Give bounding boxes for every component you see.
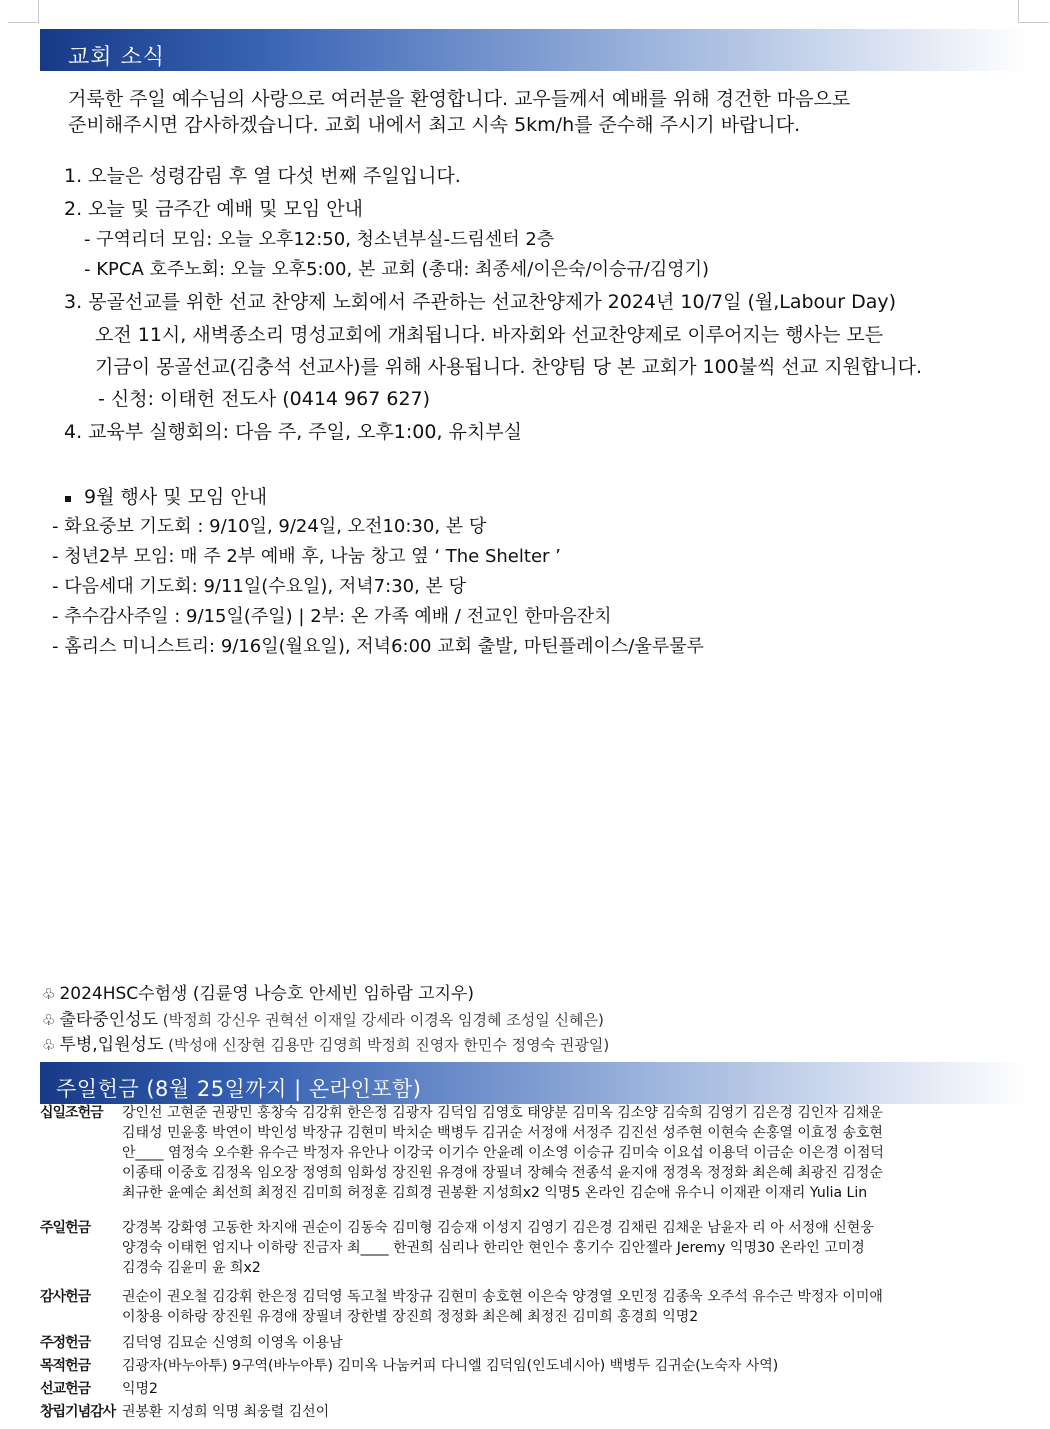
- church-news-title: 교회 소식: [68, 45, 166, 70]
- page-corner-mark-left: [8, 0, 39, 23]
- offering-names: [122, 1379, 1030, 1399]
- offering-names-line: 안____ 염정숙 오수환 유수근 박정자 유안나 이강국 이기수 안윤례 이소영 이승규 김미숙 이요섭 이용덕 이금순 이은경 이점덕: [122, 1145, 884, 1161]
- offering-row-tithe: [40, 1103, 1030, 1203]
- announcement-sick-members: [42, 1033, 609, 1057]
- events-heading: 9월 행사 및 모임 안내: [84, 486, 268, 508]
- offering-names-line: 양경숙 이태헌 엄지나 이하랑 진금자 최____ 한권희 심리나 한리안 현인수 홍기수 김안젤라 Jeremy 익명30 온라인 고미경: [122, 1240, 865, 1256]
- offering-row-weekly: [40, 1333, 1030, 1353]
- news-subitem-application: - 신청: 이태헌 전도사 (0414 967 627): [98, 388, 431, 410]
- offering-names: [122, 1218, 1030, 1278]
- offering-names: [122, 1333, 1030, 1353]
- news-item-3-line-2: 오전 11시, 새벽종소리 명성교회에 개최됩니다. 바자회와 선교찬양제로 이루어지는 행사는 모든: [95, 324, 884, 346]
- offering-names-line: 익명2: [122, 1381, 158, 1397]
- clover-icon: ♧: [42, 1036, 56, 1054]
- offering-names: [122, 1103, 1030, 1203]
- offerings-title: 주일헌금 (8월 25일까지 | 온라인포함): [56, 1077, 422, 1101]
- announcement-detail: (박성애 신장현 김용만 김영희 박정희 진영자 한민수 정영숙 권광일): [163, 1036, 610, 1054]
- intro-line-2: 준비해주시면 감사하겠습니다. 교회 내에서 최고 시속 5km/h를 준수해 주시기 바랍니다.: [68, 114, 801, 136]
- event-item: - 청년2부 모임: 매 주 2부 예배 후, 나눔 창고 옆 ‘ The Shelter ’: [52, 546, 561, 567]
- offering-names: [122, 1356, 1030, 1376]
- announcement-hsc-students: [42, 982, 474, 1006]
- announcement-label: 출타중인성도: [59, 1010, 158, 1030]
- square-bullet-icon: [65, 496, 71, 502]
- offering-names-line: 김덕영 김묘순 신영희 이영옥 이용남: [122, 1335, 343, 1351]
- offering-label: 주정헌금: [40, 1335, 91, 1351]
- event-item: - 화요중보 기도회 : 9/10일, 9/24일, 오전10:30, 본 당: [52, 516, 487, 537]
- church-news-header: [40, 29, 1028, 71]
- news-item-3: 3. 몽골선교를 위한 선교 찬양제 노회에서 주관하는 선교찬양제가 2024년 10/7일 (월,Labour Day): [64, 291, 896, 313]
- offering-names-line: 강경복 강화영 고동한 차지애 권순이 김동숙 김미형 김승재 이성지 김영기 김은경 김채린 김채운 남윤자 리 아 서정애 신현웅: [122, 1220, 874, 1236]
- offering-names: [122, 1287, 1030, 1327]
- news-item-3-line-3: 기금이 몽골선교(김충석 선교사)를 위해 사용됩니다. 찬양팀 당 본 교회가 100불씩 선교 지원합니다.: [95, 356, 923, 378]
- offering-names-line: 김경숙 김윤미 윤 희x2: [122, 1260, 261, 1276]
- offering-names-line: 강인선 고현준 권광민 홍창숙 김강휘 한은정 김광자 김덕임 김영호 태양분 김미옥 김소양 김숙희 김영기 김은경 김인자 김채운: [122, 1105, 883, 1121]
- offering-names-line: 김태성 민윤홍 박연이 박인성 박장규 김현미 박치순 백병두 김귀순 서정애 서정주 김진선 성주현 이현숙 손홍열 이효정 송호현: [122, 1125, 883, 1141]
- offering-label: 감사헌금: [40, 1289, 91, 1305]
- announcement-detail: (박정희 강신우 권혁선 이재일 강세라 이경옥 임경혜 조성일 신혜은): [158, 1011, 604, 1029]
- announcement-travelling-members: [42, 1008, 604, 1032]
- news-subitem-leader-meeting: - 구역리더 모임: 오늘 오후12:50, 청소년부실-드림센터 2층: [84, 229, 555, 250]
- news-item-2: 2. 오늘 및 금주간 예배 및 모임 안내: [64, 198, 364, 220]
- page-corner-mark-right: [1018, 0, 1049, 23]
- offering-row-designated: [40, 1356, 1030, 1376]
- event-item: - 추수감사주일 : 9/15일(주일) | 2부: 온 가족 예배 / 전교인 한마음잔치: [52, 606, 612, 627]
- offerings-header: [40, 1062, 1028, 1104]
- announcement-label: 투병,입원성도: [59, 1035, 164, 1055]
- clover-icon: ♧: [42, 1011, 56, 1029]
- offering-names: [122, 1402, 1030, 1422]
- offering-names-line: 김광자(바누아투) 9구역(바누아투) 김미옥 나눔커피 다니엘 김덕임(인도네시아) 백병두 김귀순(노숙자 사역): [122, 1358, 779, 1374]
- offering-row-mission: [40, 1379, 1030, 1399]
- offering-names-line: 권순이 권오철 김강휘 한은정 김덕영 독고철 박장규 김현미 송호현 이은숙 양경열 오민정 김종욱 오주석 유수근 박정자 이미애: [122, 1289, 883, 1305]
- news-subitem-presbytery: - KPCA 호주노회: 오늘 오후5:00, 본 교회 (총대: 최종세/이은숙/이승규/김영기): [84, 259, 710, 280]
- announcement-label: 2024HSC수험생 (김륜영 나승호 안세빈 임하람 고지우): [59, 984, 475, 1004]
- offering-label: 십일조헌금: [40, 1105, 103, 1121]
- offering-row-sunday: [40, 1218, 1030, 1278]
- offering-row-thanksgiving: [40, 1287, 1030, 1327]
- offering-label: 목적헌금: [40, 1358, 91, 1374]
- offering-names-line: 최규한 윤예순 최선희 최정진 김미희 허정훈 김희경 권봉환 지성희x2 익명5 온라인 김순애 유수니 이재관 이재리 Yulia Lin: [122, 1185, 868, 1201]
- offering-names-line: 권봉환 지성희 익명 최웅렬 김선이: [122, 1404, 330, 1420]
- news-item-4: 4. 교육부 실행회의: 다음 주, 주일, 오후1:00, 유치부실: [64, 421, 522, 443]
- offering-label: 주일헌금: [40, 1220, 91, 1236]
- offering-row-anniversary: [40, 1402, 1030, 1422]
- intro-line-1: 거룩한 주일 예수님의 사랑으로 여러분을 환영합니다. 교우들께서 예배를 위해 경건한 마음으로: [68, 88, 851, 110]
- offering-label: 창립기념감사: [40, 1404, 116, 1420]
- offering-names-line: 이창용 이하랑 장진원 유경애 장필녀 장한별 장진희 정정화 최은혜 최정진 김미희 홍경희 익명2: [122, 1309, 699, 1325]
- offering-label: 선교헌금: [40, 1381, 91, 1397]
- offering-names-line: 이종태 이중호 김정옥 임오장 정영희 임화성 장진원 유경애 장필녀 장혜숙 전종석 윤지애 정경옥 정정화 최은혜 최광진 김정순: [122, 1165, 883, 1181]
- clover-icon: ♧: [42, 985, 56, 1003]
- news-item-1: 1. 오늘은 성령감림 후 열 다섯 번째 주일입니다.: [64, 165, 461, 187]
- event-item: - 홈리스 미니스트리: 9/16일(월요일), 저녁6:00 교회 출발, 마틴플레이스/울루물루: [52, 636, 704, 657]
- event-item: - 다음세대 기도회: 9/11일(수요일), 저녁7:30, 본 당: [52, 576, 467, 597]
